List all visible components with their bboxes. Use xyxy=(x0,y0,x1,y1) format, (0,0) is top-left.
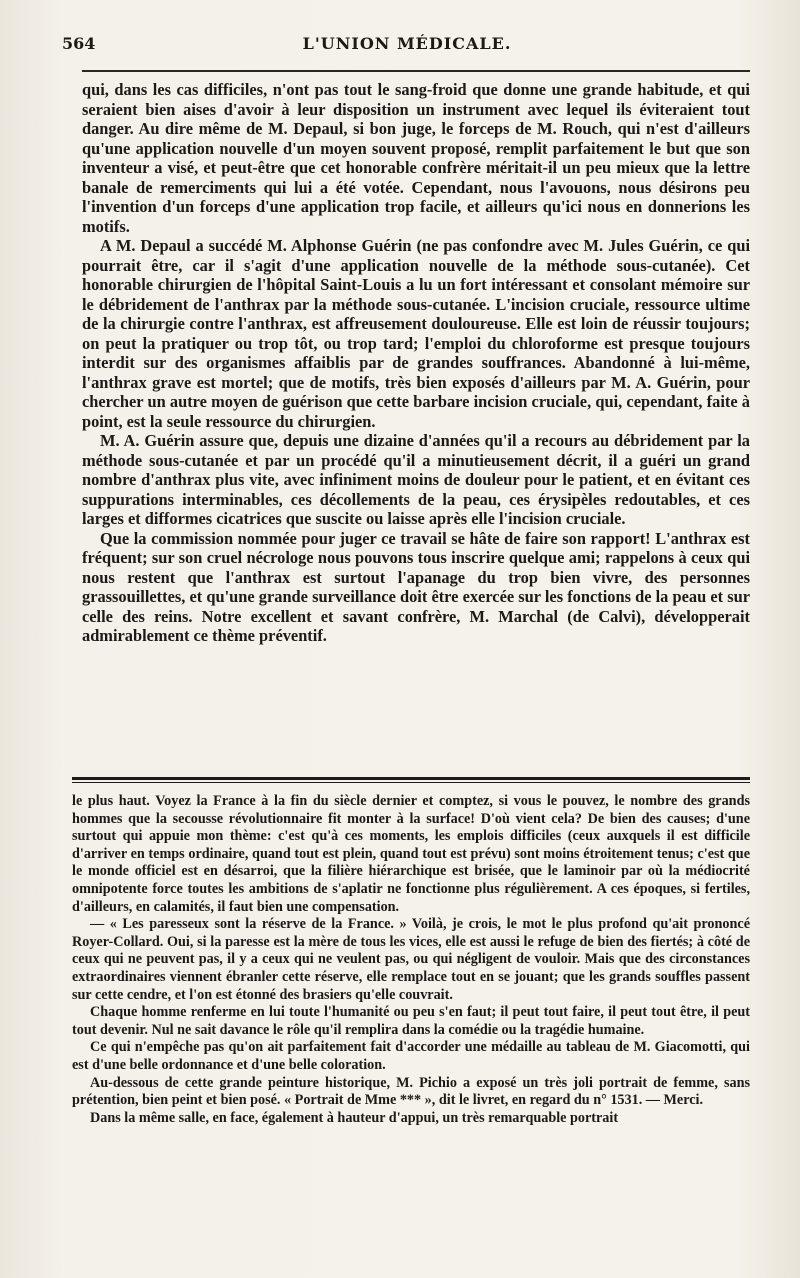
feuilleton-paragraph: Chaque homme renferme en lui toute l'humanité ou peu s'en faut; il peut tout faire, il peut tout être, il peut tout devenir. Nul ne sait davance le rôle qu'il remplira dans la comédie ou la tragédie humaine. xyxy=(72,1004,750,1038)
main-paragraph: qui, dans les cas difficiles, n'ont pas tout le sang-froid que donne une grande habitude, et qui seraient bien aises d'avoir à leur disposition un instrument avec lequel ils éviteraient tout danger. Au dire même de M. Depaul, si bon juge, le forceps de M. Rouch, qui n'est d'ailleurs qu'une application nouvelle d'un moyen souvent proposé, remplit parfaitement le but que son inventeur a visé, et peut-être que cet honorable confrère méritait-il un peu mieux que la lettre banale de remerciments qui lui a été votée. Cependant, nous l'avouons, nous désirons peu l'invention d'un forceps d'une application trop facile, et ailleurs qu'ici nous en donnerions les motifs. xyxy=(82,80,750,236)
main-article xyxy=(82,80,750,646)
main-paragraph: A M. Depaul a succédé M. Alphonse Guérin (ne pas confondre avec M. Jules Guérin, ce qui pourrait être, car il s'agit d'une application nouvelle de la méthode sous-cutanée). Cet honorable chirurgien de l'hôpital Saint-Louis a lu un fort intéressant et consolant mémoire sur le débridement de l'anthrax par la méthode sous-cutanée. L'incision cruciale, ressource ultime de la chirurgie contre l'anthrax, est affreusement douloureuse. Elle est loin de réussir toujours; on peut la pratiquer ou trop tôt, ou trop tard; l'emploi du chloroforme est presque toujours interdit sur des organismes affaiblis par de grandes souffrances. Abandonné à lui-même, l'anthrax grave est mortel; que de motifs, très bien exposés d'ailleurs par M. A. Guérin, pour chercher un autre moyen de guérison que cette barbare incision cruciale, qui, cependant, faite à point, est la seule ressource du chirurgien. xyxy=(82,236,750,431)
header-rule xyxy=(82,70,750,72)
feuilleton-paragraph: Au-dessous de cette grande peinture historique, M. Pichio a exposé un très joli portrait de femme, sans prétention, bien peint et bien posé. « Portrait de Mme *** », dit le livret, en regard du n° 1531. — Merci. xyxy=(72,1074,750,1109)
main-paragraph: M. A. Guérin assure que, depuis une dizaine d'années qu'il a recours au débridement par la méthode sous-cutanée et par un procédé qu'il a minutieusement décrit, il a guéri un grand nombre d'anthrax plus vite, avec infiniment moins de douleur pour le patient, et en évitant ces suppurations interminables, ces décollements de la peau, ces érysipèles redoutables, et ces larges et difformes cicatrices que suscite ou laisse après elle l'incision cruciale. xyxy=(82,431,750,528)
feuilleton-paragraph: Ce qui n'empêche pas qu'on ait parfaitement fait d'accorder une médaille au tableau de M. Giacomotti, qui est d'une belle ordonnance et d'une belle coloration. xyxy=(72,1039,750,1073)
main-paragraph: Que la commission nommée pour juger ce travail se hâte de faire son rapport! L'anthrax est fréquent; sur son cruel nécrologe nous pouvons tous inscrire quelque ami; rappelons à ceux qui nous restent que l'anthrax est surtout l'apanage du trop bien vivre, des personnes grassouillettes, et qu'une grande surveillance doit être exercée sur les fonctions de la peau et sur celle des reins. Notre excellent et savant confrère, M. Marchal (de Calvi), développerait admirablement ce thème préventif. xyxy=(82,528,750,645)
running-head: L'UNION MÉDICALE. xyxy=(302,34,512,53)
feuilleton-paragraph: — « Les paresseux sont la réserve de la France. » Voilà, je crois, le mot le plus profond qu'ait prononcé Royer-Collard. Oui, si la paresse est la mère de tous les vices, elle est aussi le refuge de bien des fiertés; à côté de ceux qui ne peuvent pas, il y a ceux qui ne veulent pas, ou qui négligent de vouloir. Mais que des circonstances extraordinaires viennent ébranler cette réserve, elle remplace tout en se jouant; que les grands souffles passent sur cette cendre, et l'on est étonné des brasiers qu'elle couvrait. xyxy=(72,916,750,1003)
feuilleton-divider xyxy=(72,777,750,783)
feuilleton-section xyxy=(72,793,750,1127)
page-number: 564 xyxy=(62,34,96,53)
feuilleton-paragraph: Dans la même salle, en face, également à hauteur d'appui, un très remarquable portrait xyxy=(90,1109,619,1126)
page-header xyxy=(62,30,752,60)
feuilleton-paragraph: le plus haut. Voyez la France à la fin du siècle dernier et comptez, si vous le pouvez, le nombre des grands hommes que la secousse révolutionnaire fit monter à la surface! D'où vient cela? De bien des causes; d'une surtout qui appuie mon thème: c'est qu'à ces moments, les emplois difficiles (ceux auxquels il est difficile d'arriver en temps ordinaire, quand tout est plein, quand tout est prévu) sont moins étroitement tenus; c'est que le monde officiel est en désarroi, que la filière hiérarchique est brisée, que le laminoir par où la médiocrité omnipotente force toutes les ambitions de s'aplatir ne fonctionne plus régulièrement. A ces époques, si fertiles, d'ailleurs, en calamités, il faut bien une compensation. xyxy=(72,793,750,915)
